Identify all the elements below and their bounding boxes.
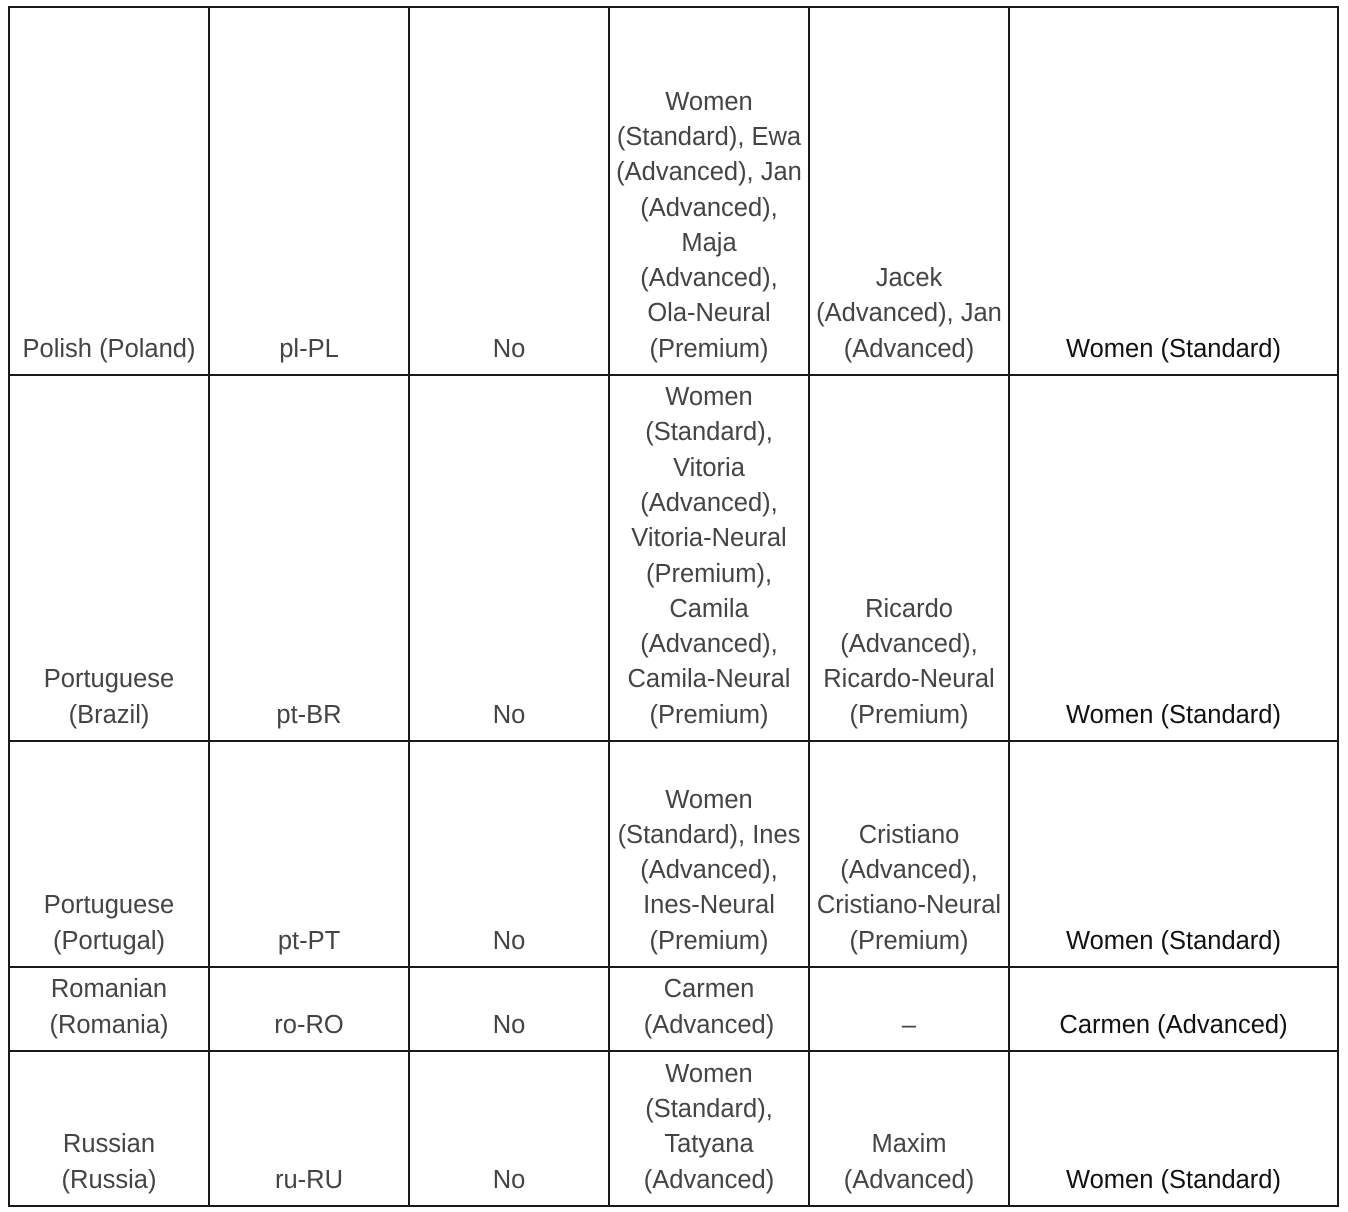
code-cell: ro-RO	[209, 967, 409, 1051]
male-voices-cell: Ricardo (Advanced), Ricardo-Neural (Premium)	[809, 375, 1009, 741]
table-row	[9, 1051, 1338, 1206]
female-voices-cell: Carmen (Advanced)	[609, 967, 809, 1051]
male-voices-cell: Jacek (Advanced), Jan (Advanced)	[809, 7, 1009, 375]
default-voice-cell: Carmen (Advanced)	[1009, 967, 1338, 1051]
flag-cell: No	[409, 375, 609, 741]
flag-cell: No	[409, 1051, 609, 1206]
male-voices-cell: Cristiano (Advanced), Cristiano-Neural (Premium)	[809, 741, 1009, 967]
language-cell: Romanian (Romania)	[9, 967, 209, 1051]
female-voices-cell: Women (Standard), Tatyana (Advanced)	[609, 1051, 809, 1206]
male-voices-cell: Maxim (Advanced)	[809, 1051, 1009, 1206]
table-row	[9, 741, 1338, 967]
flag-cell: No	[409, 967, 609, 1051]
code-cell: pl-PL	[209, 7, 409, 375]
language-cell: Portuguese (Brazil)	[9, 375, 209, 741]
female-voices-cell: Women (Standard), Ines (Advanced), Ines-Neural (Premium)	[609, 741, 809, 967]
flag-cell: No	[409, 741, 609, 967]
language-cell: Portuguese (Portugal)	[9, 741, 209, 967]
code-cell: pt-PT	[209, 741, 409, 967]
default-voice-cell: Women (Standard)	[1009, 375, 1338, 741]
voices-table	[8, 6, 1339, 1207]
default-voice-cell: Women (Standard)	[1009, 7, 1338, 375]
male-voices-cell: –	[809, 967, 1009, 1051]
language-cell: Polish (Poland)	[9, 7, 209, 375]
female-voices-cell: Women (Standard), Vitoria (Advanced), Vitoria-Neural (Premium), Camila (Advanced), Camila-Neural (Premium)	[609, 375, 809, 741]
female-voices-cell: Women (Standard), Ewa (Advanced), Jan (Advanced), Maja (Advanced), Ola-Neural (Premium)	[609, 7, 809, 375]
table-row	[9, 375, 1338, 741]
table-row	[9, 7, 1338, 375]
default-voice-cell: Women (Standard)	[1009, 1051, 1338, 1206]
table-row	[9, 967, 1338, 1051]
language-cell: Russian (Russia)	[9, 1051, 209, 1206]
default-voice-cell: Women (Standard)	[1009, 741, 1338, 967]
code-cell: ru-RU	[209, 1051, 409, 1206]
code-cell: pt-BR	[209, 375, 409, 741]
flag-cell: No	[409, 7, 609, 375]
